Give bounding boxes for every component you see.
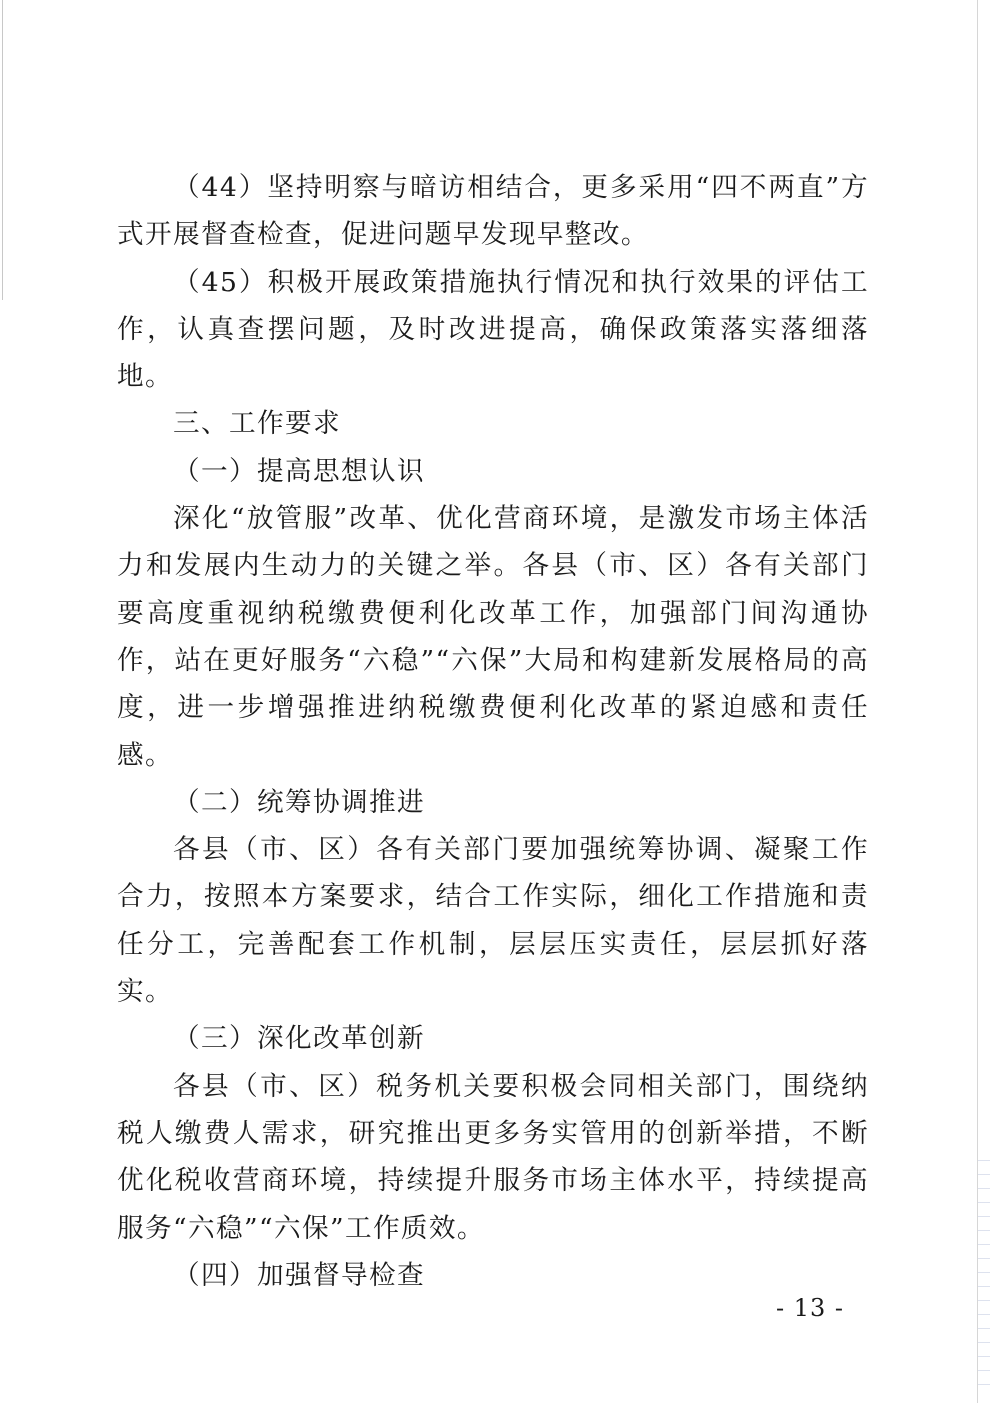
- scan-edge-left: [2, 0, 3, 300]
- page-number: - 13 -: [775, 1294, 844, 1322]
- paragraph-deepen-reform: 各县（市、区）税务机关要积极会同相关部门，围绕纳税人缴费人需求，研究推出更多务实管用的创新举措，不断优化税收营商环境，持续提升服务市场主体水平，持续提高服务“六稳”“六保”工作质效。: [117, 1070, 869, 1244]
- subheading-raise-awareness: （一）提高思想认识: [173, 455, 425, 487]
- subheading-coordinate: （二）统筹协调推进: [173, 786, 425, 818]
- scan-binding-marks: [978, 1160, 990, 1390]
- section-heading-work-requirements: 三、工作要求: [173, 408, 341, 440]
- paragraph-coordinate: 各县（市、区）各有关部门要加强统筹协调、凝聚工作合力，按照本方案要求，结合工作实际，细化工作措施和责任分工，完善配套工作机制，层层压实责任，层层抓好落实。: [117, 834, 869, 1008]
- paragraph-item-45: （45）积极开展政策措施执行情况和执行效果的评估工作，认真查摆问题，及时改进提高，确保政策落实落细落地。: [117, 266, 869, 393]
- subheading-deepen-reform: （三）深化改革创新: [173, 1023, 425, 1055]
- paragraph-item-44: （44）坚持明察与暗访相结合，更多采用“四不两直”方式开展督查检查，促进问题早发现早整改。: [117, 172, 869, 251]
- paragraph-raise-awareness: 深化“放管服”改革、优化营商环境，是激发市场主体活力和发展内生动力的关键之举。各县（市、区）各有关部门要高度重视纳税缴费便利化改革工作，加强部门间沟通协作，站在更好服务“六稳”“六保”大局和构建新发展格局的高度，进一步增强推进纳税缴费便利化改革的紧迫感和责任感。: [117, 503, 869, 771]
- document-body: [117, 164, 869, 1299]
- subheading-supervision: （四）加强督导检查: [173, 1259, 425, 1291]
